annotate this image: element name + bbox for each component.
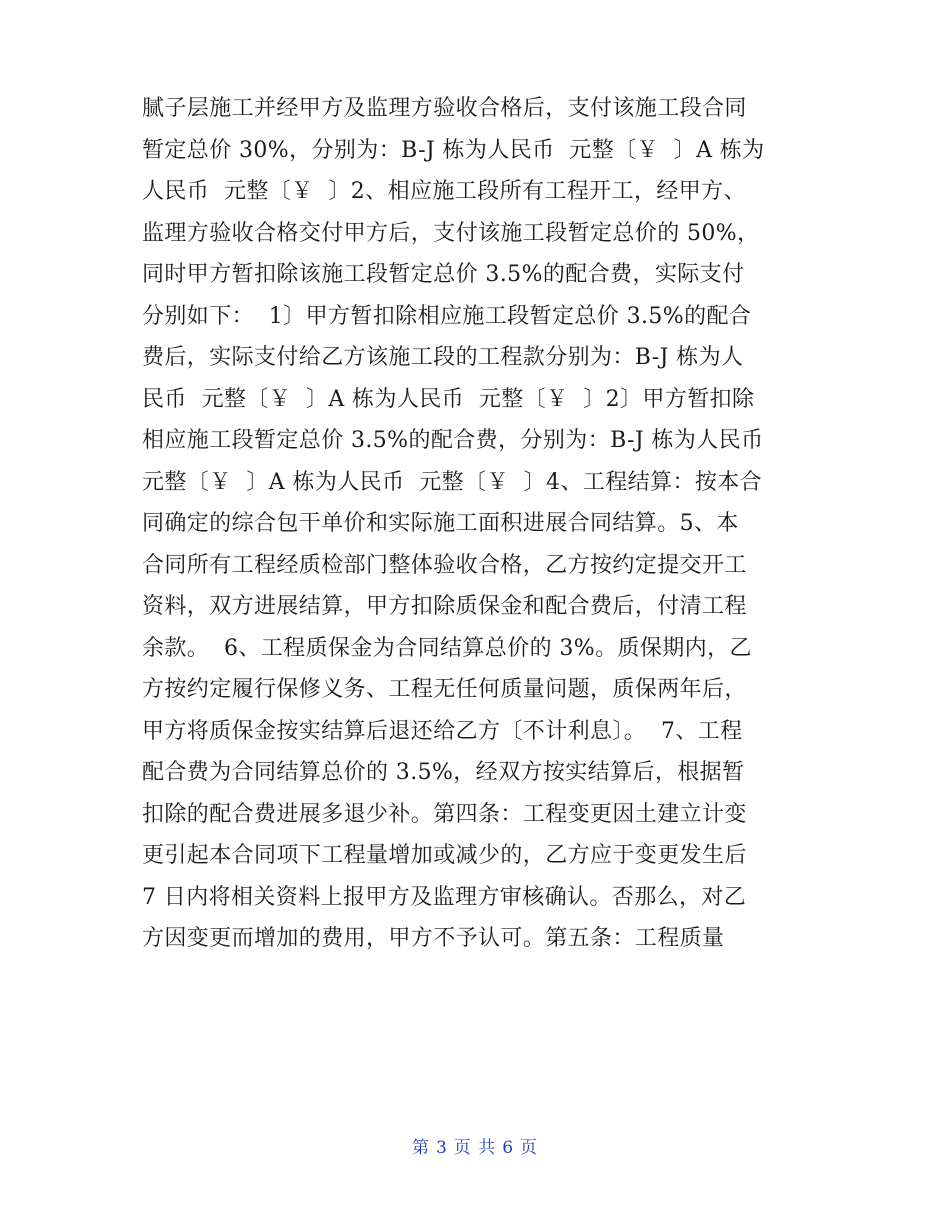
footer-suffix: 页 (520, 1138, 539, 1158)
text-line: 资料，双方进展结算，甲方扣除质保金和配合费后，付清工程 (142, 594, 747, 619)
text-line: 费后，实际支付给乙方该施工段的工程款分别为：B-J 栋为人 (142, 345, 744, 370)
footer-total-pages: 6 (502, 1138, 515, 1158)
text-line: 甲方将质保金按实结算后退还给乙方〔不计利息〕。 7、工程 (142, 718, 743, 744)
text-line: 配合费为合同结算总价的 3.5%，经双方按实结算后，根据暂 (142, 760, 745, 785)
text-line: 合同所有工程经质检部门整体验收合格，乙方按约定提交开工 (142, 552, 747, 578)
text-line: 人民币 元整〔￥ 〕2、相应施工段所有工程开工，经甲方、 (142, 179, 746, 204)
text-line: 方按约定履行保修义务、工程无任何质量问题，质保两年后， (142, 677, 747, 702)
text-line: 分别如下： 1〕甲方暂扣除相应施工段暂定总价 3.5%的配合 (142, 303, 752, 329)
text-line: 同时甲方暂扣除该施工段暂定总价 3.5%的配合费，实际支付 (142, 262, 745, 287)
page-footer (0, 1133, 950, 1158)
text-line: 扣除的配合费进展多退少补。第四条：工程变更因土建立计变 (142, 801, 747, 827)
footer-page-number: 3 (435, 1138, 448, 1158)
text-line: 余款。 6、工程质保金为合同结算总价的 3%。质保期内，乙 (142, 635, 752, 661)
text-line: 暂定总价 30%，分别为：B-J 栋为人民币 元整〔￥ 〕A 栋为 (142, 137, 765, 163)
document-body (142, 88, 822, 960)
footer-prefix: 第 (411, 1138, 430, 1158)
text-line: 方因变更而增加的费用，甲方不予认可。第五条：工程质量 (142, 926, 725, 951)
text-line: 相应施工段暂定总价 3.5%的配合费，分别为：B-J 栋为人民币 (142, 428, 764, 453)
footer-middle: 页 共 (453, 1138, 497, 1158)
text-line: 同确定的综合包干单价和实际施工面积进展合同结算。5、本 (142, 511, 739, 536)
text-line: 元整〔￥ 〕A 栋为人民币 元整〔￥ 〕4、工程结算：按本合 (142, 469, 763, 495)
text-line: 监理方验收合格交付甲方后，支付该施工段暂定总价的 50%， (142, 220, 760, 246)
text-line: 腻子层施工并经甲方及监理方验收合格后，支付该施工段合同 (142, 96, 747, 121)
text-line: 民币 元整〔￥ 〕A 栋为人民币 元整〔￥ 〕2〕甲方暂扣除 (142, 386, 755, 412)
text-line: 更引起本合同项下工程量增加或减少的，乙方应于变更发生后 (142, 843, 747, 868)
text-line: 7 日内将相关资料上报甲方及监理方审核确认。否那么，对乙 (142, 884, 747, 910)
